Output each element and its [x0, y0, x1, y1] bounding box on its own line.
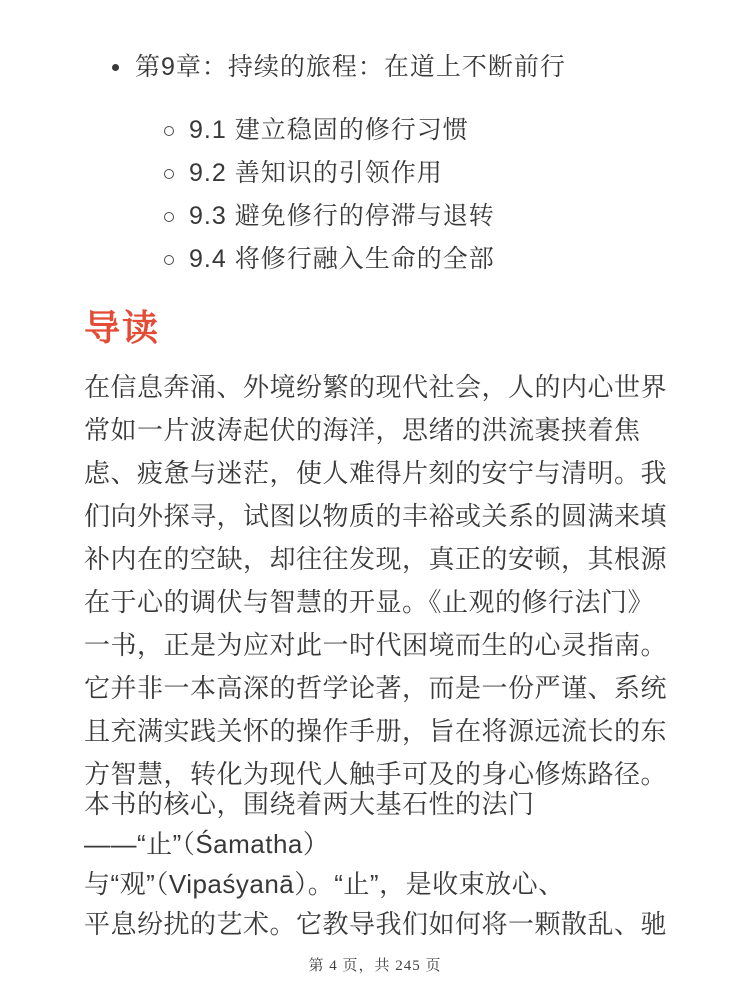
page-number-footer: 第 4 页，共 245 页 [308, 958, 442, 974]
core-paragraph-line: 本书的核心，围绕着两大基石性的法门 [84, 789, 535, 819]
intro-paragraph-line: 虑、疲惫与迷茫，使人难得片刻的安宁与清明。我 [84, 458, 668, 488]
bullet-circle-icon [164, 255, 174, 265]
intro-paragraph-line: 常如一片波涛起伏的海洋，思绪的洪流裹挟着焦 [84, 415, 641, 445]
bullet-disc-icon [112, 64, 119, 71]
intro-paragraph-line: 它并非一本高深的哲学论著，而是一份严谨、系统 [84, 673, 668, 703]
intro-paragraph-line: 在于心的调伏与智慧的开显。《止观的修行法门》 [84, 587, 655, 617]
bullet-circle-icon [164, 169, 174, 179]
intro-paragraph-line: 且充满实践关怀的操作手册，旨在将源远流长的东 [84, 716, 668, 746]
core-paragraph-line: ——“止”（Śamatha） [84, 829, 330, 859]
intro-paragraph-line: 们向外探寻，试图以物质的丰裕或关系的圆满来填 [84, 501, 668, 531]
toc-section-item [0, 117, 750, 144]
toc-section-item [0, 203, 750, 230]
intro-paragraph-line: 在信息奔涌、外境纷繁的现代社会，人的内心世界 [84, 372, 668, 402]
toc-section-item [0, 246, 750, 273]
toc-section-label: 9.1 建立稳固的修行习惯 [189, 116, 469, 144]
intro-paragraph-line: 方智慧，转化为现代人触手可及的身心修炼路径。 [84, 759, 668, 789]
toc-section-item [0, 160, 750, 187]
intro-paragraph-line: 一书，正是为应对此一时代困境而生的心灵指南。 [84, 630, 668, 660]
core-paragraph-line: 平息纷扰的艺术。它教导我们如何将一颗散乱、驰 [84, 909, 668, 939]
toc-chapter-item [0, 54, 750, 81]
core-paragraph-line: 与“观”（Vipaśyanā）。“止”，是收束放心、 [84, 869, 565, 899]
section-heading: 导读 [84, 307, 161, 348]
toc-section-label: 9.4 将修行融入生命的全部 [189, 245, 495, 273]
intro-paragraph-line: 补内在的空缺，却往往发现，真正的安顿，其根源 [84, 544, 668, 574]
bullet-circle-icon [164, 212, 174, 222]
toc-chapter-label: 第9章：持续的旅程：在道上不断前行 [135, 53, 566, 81]
toc-section-label: 9.3 避免修行的停滞与退转 [189, 202, 495, 230]
table-of-contents [0, 0, 750, 273]
toc-section-label: 9.2 善知识的引领作用 [189, 159, 443, 187]
core-paragraph [0, 784, 750, 944]
intro-paragraph [0, 366, 750, 796]
bullet-circle-icon [164, 126, 174, 136]
